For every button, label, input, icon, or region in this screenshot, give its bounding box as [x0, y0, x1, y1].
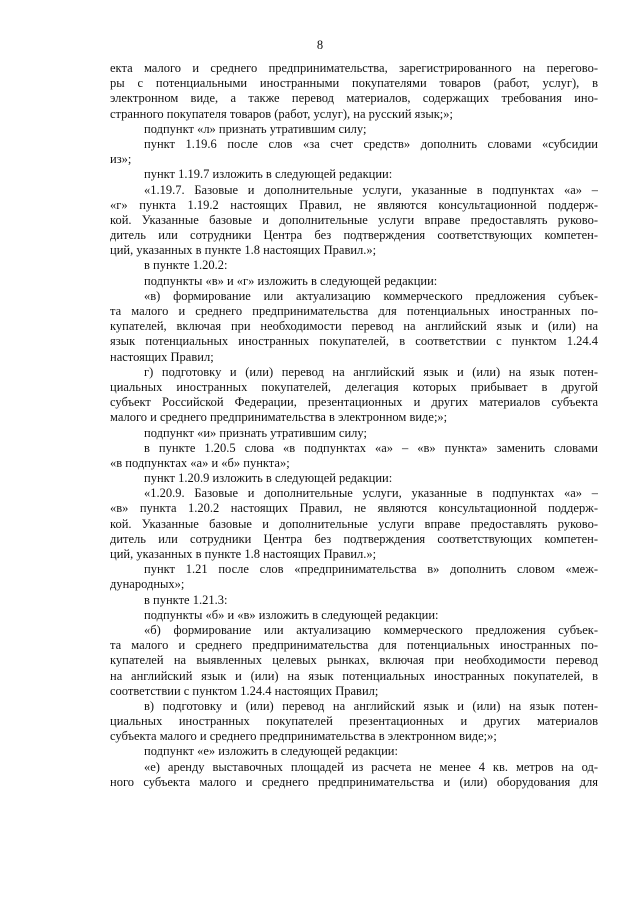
- text-line: язык потенциальных иностранных покупателей, в соответствии с пунктом 1.24.4: [110, 334, 598, 349]
- text-line: кой. Указанные базовые и дополнительные услуги вправе предоставлять руково-: [110, 516, 598, 531]
- text-line: купателей на выявленных целевых рынках, включая при необходимости перевод: [110, 653, 598, 668]
- text-line: малого и среднего предпринимательства в электронном виде;»;: [110, 410, 448, 425]
- text-line: настоящих Правил;: [110, 349, 214, 364]
- text-line: в пункте 1.21.3:: [144, 592, 228, 607]
- text-line: «г» пункта 1.19.2 настоящих Правил, не являются консультационной поддерж-: [110, 197, 598, 212]
- page-number: 8: [316, 38, 324, 52]
- text-line: в пункте 1.20.5 слова «в подпунктах «а» – «в» пункта» заменить словами: [144, 440, 598, 455]
- text-line: «в) формирование или актуализацию коммерческого предложения субъек-: [144, 288, 598, 303]
- text-line: кой. Указанные базовые и дополнительные услуги вправе предоставлять руково-: [110, 212, 598, 227]
- text-line: пункт 1.21 после слов «предпринимательства в» дополнить словом «меж-: [144, 562, 598, 577]
- text-line: дитель или сотрудники Центра без подтверждения соответствующих компетен-: [110, 228, 598, 243]
- text-line: циальных иностранных покупателей презентационных и других материалов: [110, 714, 598, 729]
- text-line: подпункт «е» изложить в следующей редакции:: [144, 744, 398, 759]
- text-line: подпункт «и» признать утратившим силу;: [144, 425, 367, 440]
- text-line: в пункте 1.20.2:: [144, 258, 228, 273]
- text-line: подпункты «в» и «г» изложить в следующей редакции:: [144, 273, 438, 288]
- text-line: купателей, включая при необходимости перевод на английский язык и (или) на: [110, 319, 598, 334]
- text-line: из»;: [110, 152, 132, 167]
- text-line: в) подготовку и (или) перевод на английский язык и (или) на язык потен-: [144, 698, 598, 713]
- text-line: циальных иностранных покупателей, делегация которых прибывает в другой: [110, 379, 598, 394]
- text-line: «б) формирование или актуализацию коммерческого предложения субъек-: [144, 622, 598, 637]
- text-line: г) подготовку и (или) перевод на английский язык и (или) на язык потен-: [144, 364, 598, 379]
- text-line: «в подпунктах «а» и «б» пункта»;: [110, 455, 290, 470]
- text-line: субъекта малого и среднего предпринимательства в электронном виде;»;: [110, 729, 497, 744]
- text-line: на английский язык и (или) на язык потенциальных иностранных покупателей, в: [110, 668, 598, 683]
- text-line: соответствии с пунктом 1.24.4 настоящих Правил;: [110, 683, 379, 698]
- text-line: «е) аренду выставочных площадей из расчета не менее 4 кв. метров на од-: [144, 759, 598, 774]
- text-line: странного покупателя товаров (работ, услуг), на русский язык;»;: [110, 106, 453, 121]
- text-line: «1.20.9. Базовые и дополнительные услуги, указанные в подпунктах «а» –: [144, 486, 598, 501]
- text-line: та малого и среднего предпринимательства для потенциальных иностранных по-: [110, 638, 598, 653]
- text-line: та малого и среднего предпринимательства для потенциальных иностранных по-: [110, 304, 598, 318]
- text-line: субъект Российской Федерации, презентационных и других материалов субъекта: [110, 395, 598, 410]
- text-line: электронном виде, а также перевод материалов, содержащих требования ино-: [110, 91, 598, 106]
- text-line: ций, указанных в пункте 1.8 настоящих Правил.»;: [110, 243, 377, 258]
- text-line: подпункты «б» и «в» изложить в следующей редакции:: [144, 607, 439, 622]
- text-line: ры с потенциальными иностранными покупателями товаров (работ, услуг), в: [110, 76, 598, 91]
- document-body: [110, 61, 598, 790]
- text-line: пункт 1.19.7 изложить в следующей редакции:: [144, 167, 393, 182]
- text-line: пункт 1.19.6 после слов «за счет средств» дополнить словами «субсидии: [144, 136, 598, 151]
- text-line: екта малого и среднего предпринимательства, зарегистрированного на перегово-: [110, 61, 598, 75]
- text-line: «в» пункта 1.20.2 настоящих Правил, не являются консультационной поддерж-: [110, 501, 598, 516]
- text-line: ного субъекта малого и среднего предпринимательства и (или) оборудования для: [110, 774, 598, 789]
- text-line: подпункт «л» признать утратившим силу;: [144, 121, 367, 136]
- text-line: «1.19.7. Базовые и дополнительные услуги, указанные в подпунктах «а» –: [144, 182, 598, 197]
- text-line: дитель или сотрудники Центра без подтверждения соответствующих компетен-: [110, 531, 598, 546]
- text-line: пункт 1.20.9 изложить в следующей редакции:: [144, 471, 393, 486]
- text-line: дународных»;: [110, 577, 185, 592]
- text-line: ций, указанных в пункте 1.8 настоящих Правил.»;: [110, 547, 377, 561]
